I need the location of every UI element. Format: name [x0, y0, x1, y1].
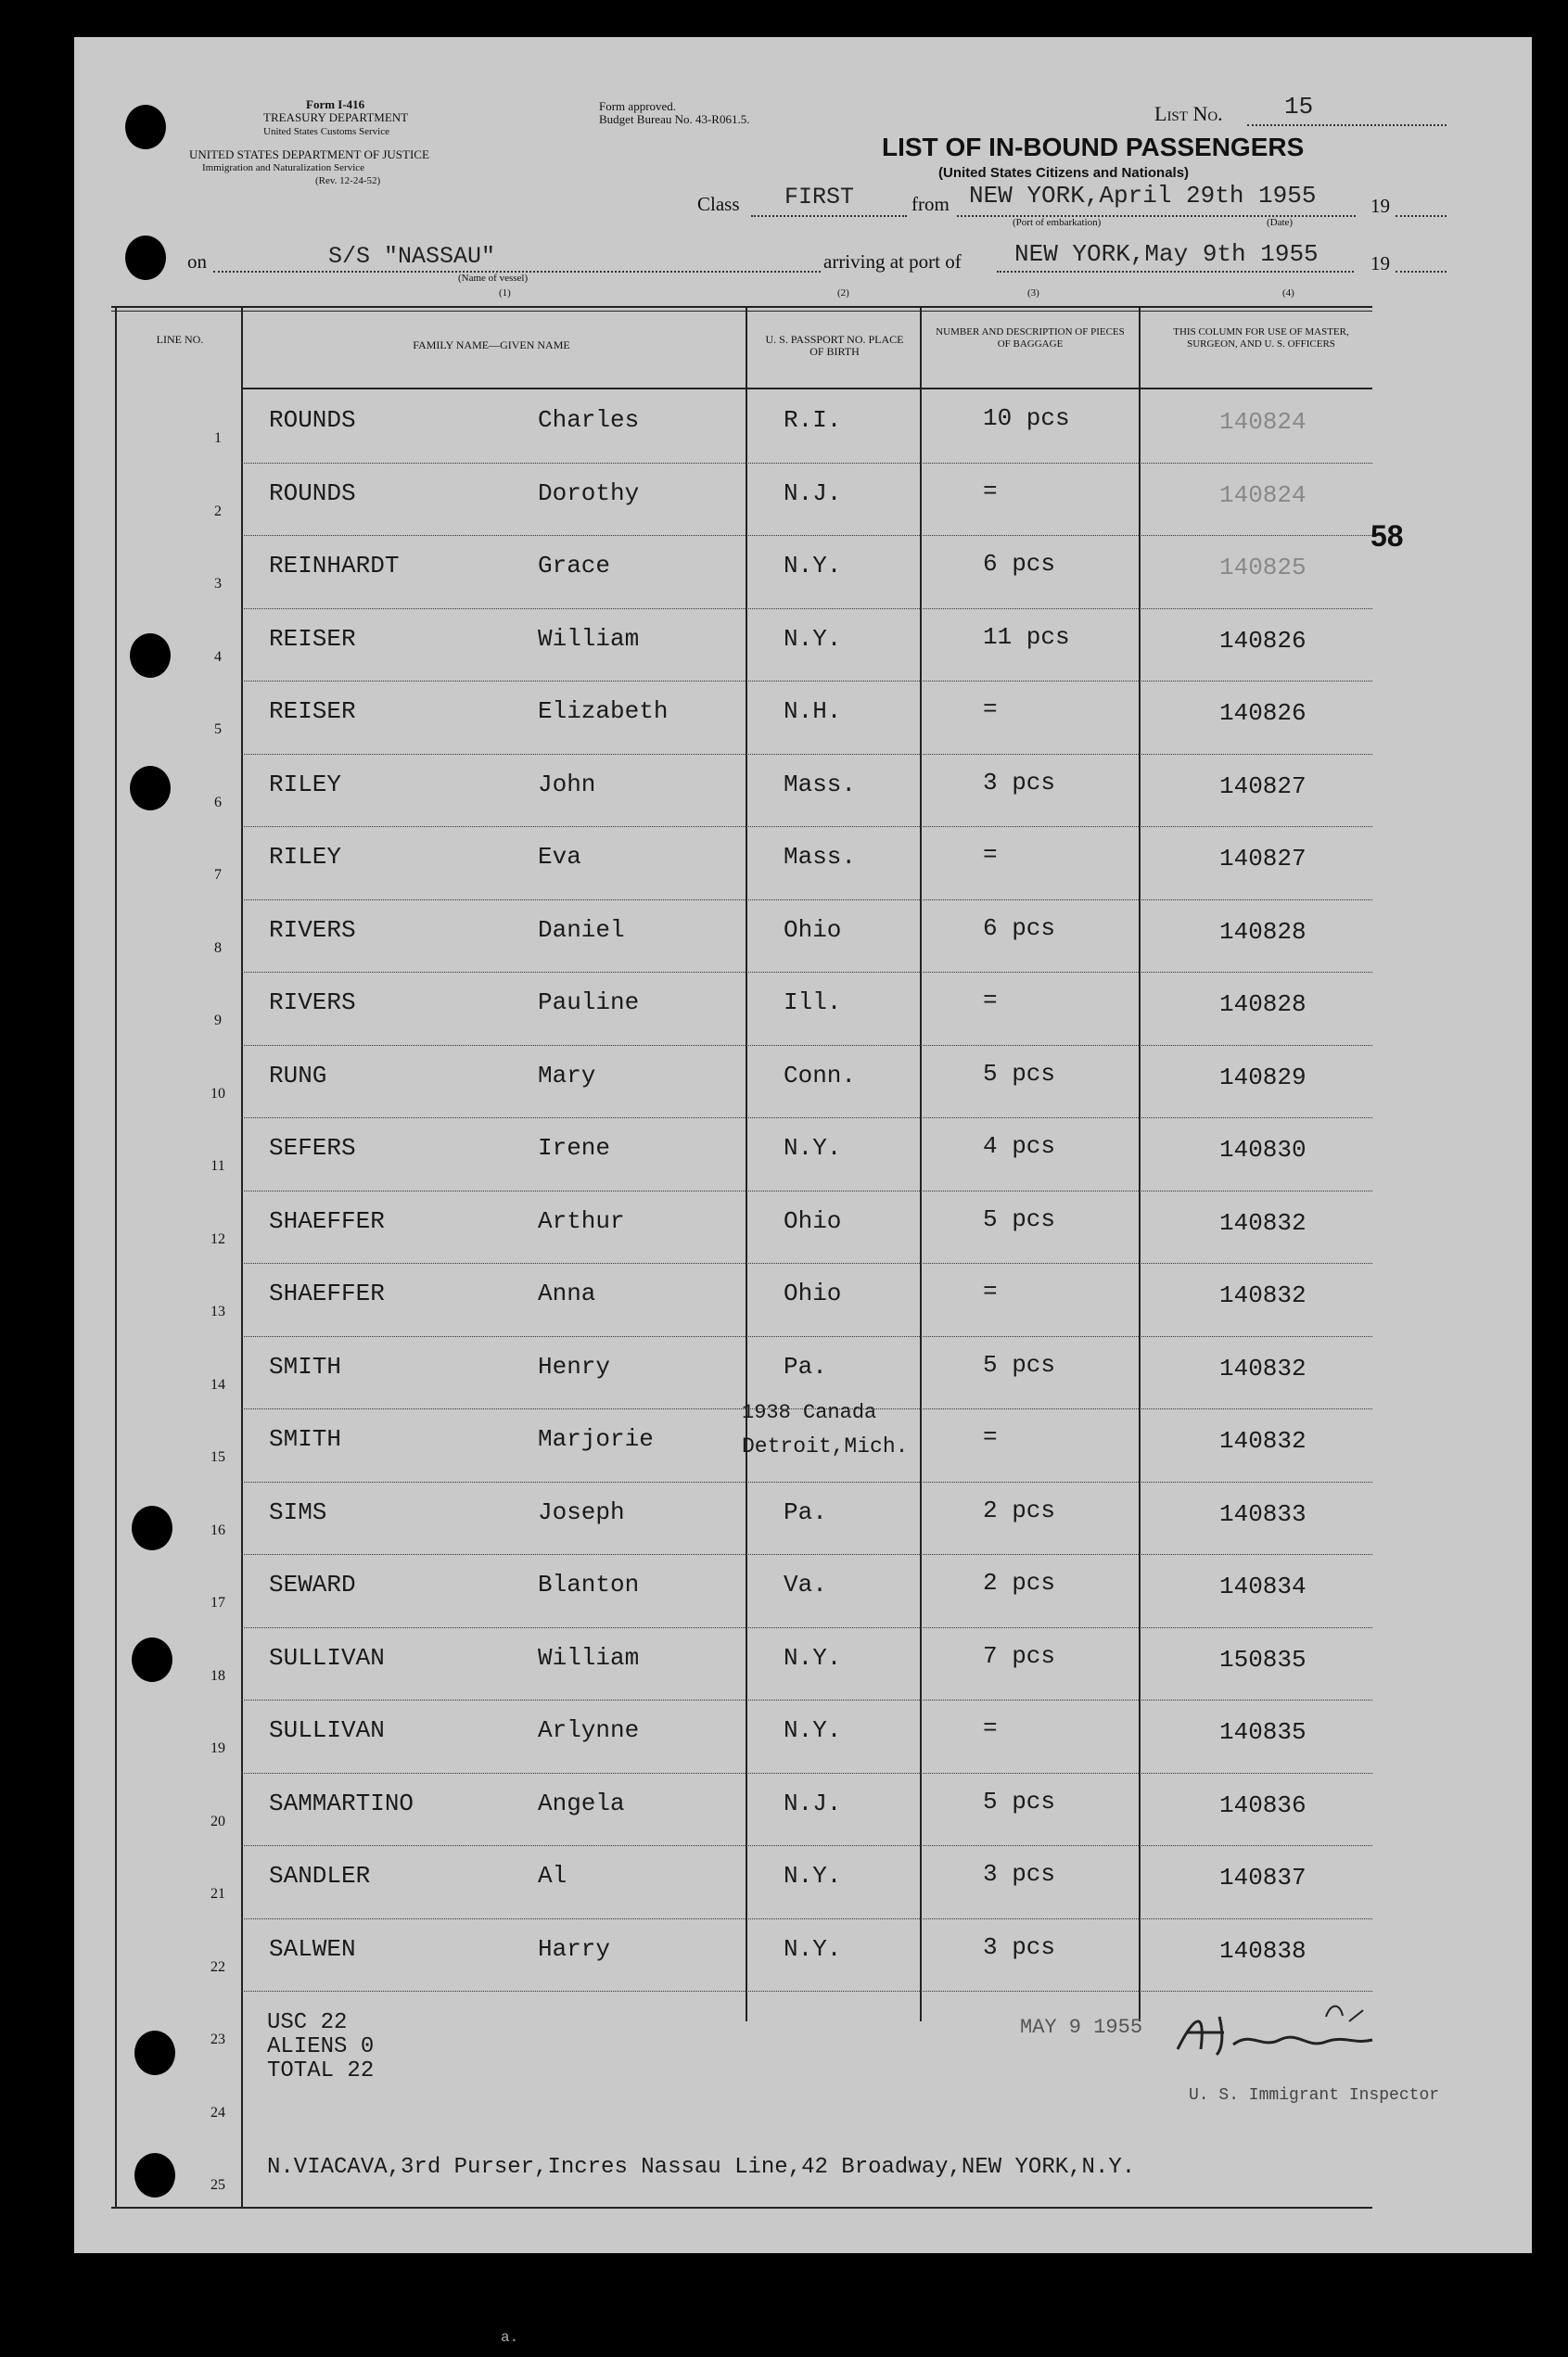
revision: (Rev. 12-24-52): [315, 175, 381, 186]
officer-code: 140832: [1219, 1354, 1307, 1382]
row-rule: [241, 681, 1372, 682]
doj-title: UNITED STATES DEPARTMENT OF JUSTICE: [189, 147, 429, 161]
arrival-value: NEW YORK,May 9th 1955: [1014, 240, 1319, 268]
line-number: 7: [214, 867, 222, 883]
given-name: Charles: [538, 406, 640, 434]
table-bottom-rule: [111, 2207, 1372, 2209]
from-value: NEW YORK,April 29th 1955: [969, 182, 1317, 210]
line-number: 22: [210, 1958, 225, 1975]
officer-code: 140836: [1219, 1790, 1307, 1819]
line-number: 15: [210, 1449, 225, 1465]
baggage: 3 pcs: [983, 1860, 1056, 1888]
officer-code: 140832: [1219, 1427, 1307, 1455]
baggage: 2 pcs: [983, 1496, 1056, 1524]
place-of-birth: N.Y.: [784, 552, 842, 580]
binder-hole: [125, 105, 166, 149]
birth-annotation: 1938 Canada: [742, 1401, 877, 1424]
officer-code: 140832: [1219, 1208, 1307, 1237]
given-name: Dorothy: [538, 478, 640, 507]
family-name: SMITH: [269, 1352, 342, 1381]
given-name: Eva: [538, 843, 581, 871]
given-name: Joseph: [538, 1497, 625, 1526]
baggage: 3 pcs: [983, 1932, 1056, 1961]
row-rule: [241, 1991, 1372, 1992]
line-number: 19: [210, 1740, 225, 1756]
baggage: 7 pcs: [983, 1641, 1056, 1670]
baggage: 10 pcs: [983, 404, 1070, 432]
col-num-4: (4): [1282, 287, 1294, 299]
line-number: 17: [210, 1595, 225, 1611]
given-name: Irene: [538, 1134, 611, 1162]
header-officers: THIS COLUMN FOR USE OF MASTER, SURGEON, AND U. S. OFFICERS: [1173, 326, 1349, 350]
port-embarkation-caption: (Port of embarkation): [1013, 217, 1102, 228]
place-of-birth: N.Y.: [784, 1934, 842, 1963]
baggage: =: [983, 987, 998, 1014]
family-name: SIMS: [269, 1497, 327, 1526]
baggage: 5 pcs: [983, 1787, 1056, 1816]
row-rule: [241, 754, 1372, 755]
table-top-rule: [111, 306, 1372, 308]
place-of-birth: Mass.: [784, 770, 857, 798]
customs-service: United States Customs Service: [263, 126, 389, 137]
place-of-birth: Pa.: [784, 1497, 827, 1526]
family-name: REINHARDT: [269, 552, 400, 580]
given-name: Grace: [538, 552, 611, 580]
line-number: 1: [214, 430, 222, 446]
row-rule: [241, 972, 1372, 973]
on-label: on: [187, 250, 207, 273]
family-name: SULLIVAN: [269, 1716, 385, 1744]
header-bottom-rule: [241, 388, 1372, 389]
officer-code: 140826: [1219, 699, 1307, 727]
row-rule: [241, 1263, 1372, 1264]
baggage: =: [983, 841, 998, 869]
officer-code: 140833: [1219, 1499, 1307, 1528]
officer-code: 140824: [1219, 408, 1307, 436]
col-num-3: (3): [1027, 287, 1039, 299]
list-no-value: 15: [1284, 93, 1314, 121]
row-rule: [241, 1845, 1372, 1846]
family-name: REISER: [269, 624, 356, 653]
place-of-birth: N.Y.: [784, 1643, 842, 1672]
family-name: RILEY: [269, 843, 342, 871]
document-subtitle: (United States Citizens and Nationals): [938, 165, 1190, 181]
family-name: SANDLER: [269, 1862, 371, 1890]
rule-name-col: [746, 306, 747, 2021]
given-name: Angela: [538, 1789, 625, 1817]
given-name: Al: [538, 1862, 567, 1890]
family-name: RIVERS: [269, 988, 356, 1016]
given-name: Daniel: [538, 915, 625, 944]
given-name: Pauline: [538, 988, 640, 1016]
line-number: 8: [214, 939, 222, 956]
officer-code: 140825: [1219, 554, 1307, 581]
row-rule: [241, 608, 1372, 609]
row-rule: [241, 1700, 1372, 1701]
given-name: Elizabeth: [538, 697, 669, 725]
line-number: 2: [214, 503, 222, 519]
form-number: Form I-416: [306, 97, 365, 111]
place-of-birth: N.Y.: [784, 1716, 842, 1744]
line-number: 9: [214, 1013, 222, 1028]
row-rule: [241, 1918, 1372, 1919]
line-number: 5: [214, 721, 222, 737]
rule-left: [115, 306, 117, 2207]
line-number: 25: [210, 2177, 225, 2193]
officer-code: 140830: [1219, 1136, 1307, 1164]
summary-total: TOTAL 22: [267, 2058, 375, 2083]
baggage: 6 pcs: [983, 913, 1056, 942]
row-rule: [241, 1482, 1372, 1483]
officer-code: 140826: [1219, 626, 1307, 655]
from-label: from: [911, 193, 950, 215]
list-no-underline: [1247, 124, 1447, 126]
place-of-birth: N.J.: [784, 1789, 842, 1817]
place-of-birth: N.H.: [784, 697, 842, 725]
family-name: RIVERS: [269, 915, 356, 944]
officer-code: 150835: [1219, 1645, 1307, 1674]
baggage: 5 pcs: [983, 1350, 1056, 1379]
family-name: SALWEN: [269, 1934, 356, 1963]
place-of-birth: Detroit,Mich.: [742, 1434, 909, 1459]
baggage: =: [983, 695, 998, 723]
baggage: =: [983, 477, 998, 505]
place-of-birth: Ill.: [784, 988, 842, 1016]
side-number: 58: [1370, 519, 1404, 553]
given-name: John: [538, 770, 596, 798]
family-name: REISER: [269, 697, 356, 725]
arriving-label: arriving at port of: [823, 250, 962, 273]
header-line-no: LINE NO.: [156, 333, 204, 346]
row-rule: [241, 1554, 1372, 1555]
purser-line: N.VIACAVA,3rd Purser,Incres Nassau Line,42 Broadway,NEW YORK,N.Y.: [267, 2155, 1136, 2180]
family-name: ROUNDS: [269, 406, 356, 434]
officer-code: 140834: [1219, 1573, 1307, 1600]
family-name: SEWARD: [269, 1571, 356, 1599]
received-stamp: MAY 9 1955: [1020, 2016, 1143, 2039]
baggage: 4 pcs: [983, 1132, 1056, 1160]
officer-code: 140832: [1219, 1281, 1307, 1309]
summary-aliens: ALIENS 0: [267, 2034, 375, 2059]
row-rule: [241, 463, 1372, 464]
given-name: Arlynne: [538, 1716, 640, 1744]
officer-code: 140828: [1219, 990, 1307, 1018]
vessel-caption: (Name of vessel): [458, 273, 529, 284]
inspector-signature: [1168, 1994, 1382, 2068]
col-num-1: (1): [499, 287, 511, 299]
inspector-caption: U. S. Immigrant Inspector: [1189, 2086, 1440, 2105]
line-number: 6: [214, 794, 222, 810]
officer-code: 140827: [1219, 771, 1307, 800]
given-name: Harry: [538, 1934, 611, 1963]
family-name: SHAEFFER: [269, 1206, 385, 1235]
line-number: 16: [210, 1522, 225, 1538]
line-number: 20: [210, 1813, 225, 1829]
family-name: SHAEFFER: [269, 1280, 385, 1307]
given-name: William: [538, 624, 640, 653]
baggage: =: [983, 1714, 998, 1742]
class-underline: [751, 215, 907, 217]
summary-usc: USC 22: [267, 2010, 348, 2035]
given-name: William: [538, 1643, 640, 1672]
class-value: FIRST: [784, 184, 855, 210]
place-of-birth: N.J.: [784, 478, 842, 507]
col-num-2: (2): [837, 287, 849, 299]
family-name: SAMMARTINO: [269, 1789, 414, 1817]
family-name: RUNG: [269, 1061, 327, 1089]
row-rule: [241, 899, 1372, 900]
place-of-birth: Ohio: [784, 915, 842, 944]
line-number: 11: [210, 1158, 225, 1174]
rule-passport-col: [920, 306, 922, 2021]
officer-code: 140835: [1219, 1718, 1307, 1746]
line-number: 13: [210, 1304, 225, 1319]
family-name: SEFERS: [269, 1134, 356, 1162]
rule-line-col: [241, 306, 243, 2207]
family-name: SULLIVAN: [269, 1643, 385, 1672]
line-number: 12: [210, 1230, 225, 1247]
baggage: 11 pcs: [983, 622, 1070, 651]
form-approved: Form approved.: [599, 99, 677, 113]
arrival-year-underline: [1396, 271, 1447, 273]
header-baggage: NUMBER AND DESCRIPTION OF PIECES OF BAGGAGE: [936, 326, 1125, 350]
family-name: RILEY: [269, 770, 342, 798]
place-of-birth: N.Y.: [784, 624, 842, 653]
baggage: 3 pcs: [983, 768, 1056, 796]
row-rule: [241, 535, 1372, 536]
line-number: 3: [214, 576, 222, 592]
row-rule: [241, 826, 1372, 827]
place-of-birth: R.I.: [784, 406, 842, 434]
date-caption: (Date): [1267, 217, 1294, 228]
budget-bureau: Budget Bureau No. 43-R061.5.: [599, 112, 750, 126]
place-of-birth: Conn.: [784, 1061, 857, 1089]
ins-title: Immigration and Naturalization Service: [202, 162, 365, 173]
row-rule: [241, 1336, 1372, 1337]
arrival-year: 19: [1370, 252, 1390, 274]
given-name: Arthur: [538, 1206, 625, 1235]
line-number: 23: [210, 2032, 225, 2047]
officer-code: 140838: [1219, 1936, 1307, 1965]
given-name: Mary: [538, 1061, 596, 1089]
family-name: SMITH: [269, 1425, 342, 1453]
line-number: 18: [210, 1667, 225, 1684]
rule-baggage-col: [1139, 306, 1141, 2021]
header-passport: U. S. PASSPORT NO. PLACE OF BIRTH: [765, 333, 904, 358]
table-top-rule-inner: [111, 311, 1372, 312]
class-label: Class: [697, 193, 740, 215]
header-family-name: FAMILY NAME—GIVEN NAME: [413, 338, 570, 351]
bottom-mark: a.: [501, 2329, 519, 2346]
place-of-birth: Va.: [784, 1571, 827, 1599]
baggage: 5 pcs: [983, 1059, 1056, 1088]
place-of-birth: N.Y.: [784, 1862, 842, 1890]
place-of-birth: Pa.: [784, 1352, 827, 1381]
family-name: ROUNDS: [269, 478, 356, 507]
given-name: Henry: [538, 1352, 611, 1381]
officer-code: 140837: [1219, 1864, 1307, 1892]
given-name: Anna: [538, 1280, 596, 1307]
place-of-birth: N.Y.: [784, 1134, 842, 1162]
officer-code: 140828: [1219, 917, 1307, 946]
row-rule: [241, 1045, 1372, 1046]
row-rule: [241, 1773, 1372, 1774]
line-number: 10: [210, 1085, 225, 1102]
line-number: 14: [210, 1376, 225, 1393]
document-title: LIST OF IN-BOUND PASSENGERS: [882, 133, 1305, 161]
place-of-birth: Ohio: [784, 1280, 842, 1307]
list-no-label: List No.: [1154, 102, 1223, 125]
baggage: 5 pcs: [983, 1204, 1056, 1233]
baggage: =: [983, 1278, 998, 1306]
vessel-name: S/S "NASSAU": [328, 243, 496, 270]
line-number: 21: [210, 1886, 225, 1902]
treasury-dept: TREASURY DEPARTMENT: [263, 110, 409, 124]
officer-code: 140829: [1219, 1063, 1307, 1091]
row-rule: [241, 1117, 1372, 1118]
row-rule: [241, 1627, 1372, 1628]
given-name: Marjorie: [538, 1425, 654, 1453]
baggage: =: [983, 1423, 998, 1451]
line-number: 24: [210, 2104, 225, 2121]
given-name: Blanton: [538, 1571, 640, 1599]
baggage: 2 pcs: [983, 1569, 1056, 1597]
line-number: 4: [214, 648, 222, 665]
from-year-underline: [1396, 215, 1447, 217]
place-of-birth: Ohio: [784, 1206, 842, 1235]
officer-code: 140824: [1219, 480, 1307, 509]
officer-code: 140827: [1219, 845, 1307, 873]
from-year: 19: [1370, 195, 1390, 217]
place-of-birth: Mass.: [784, 843, 857, 871]
baggage: 6 pcs: [983, 550, 1056, 578]
